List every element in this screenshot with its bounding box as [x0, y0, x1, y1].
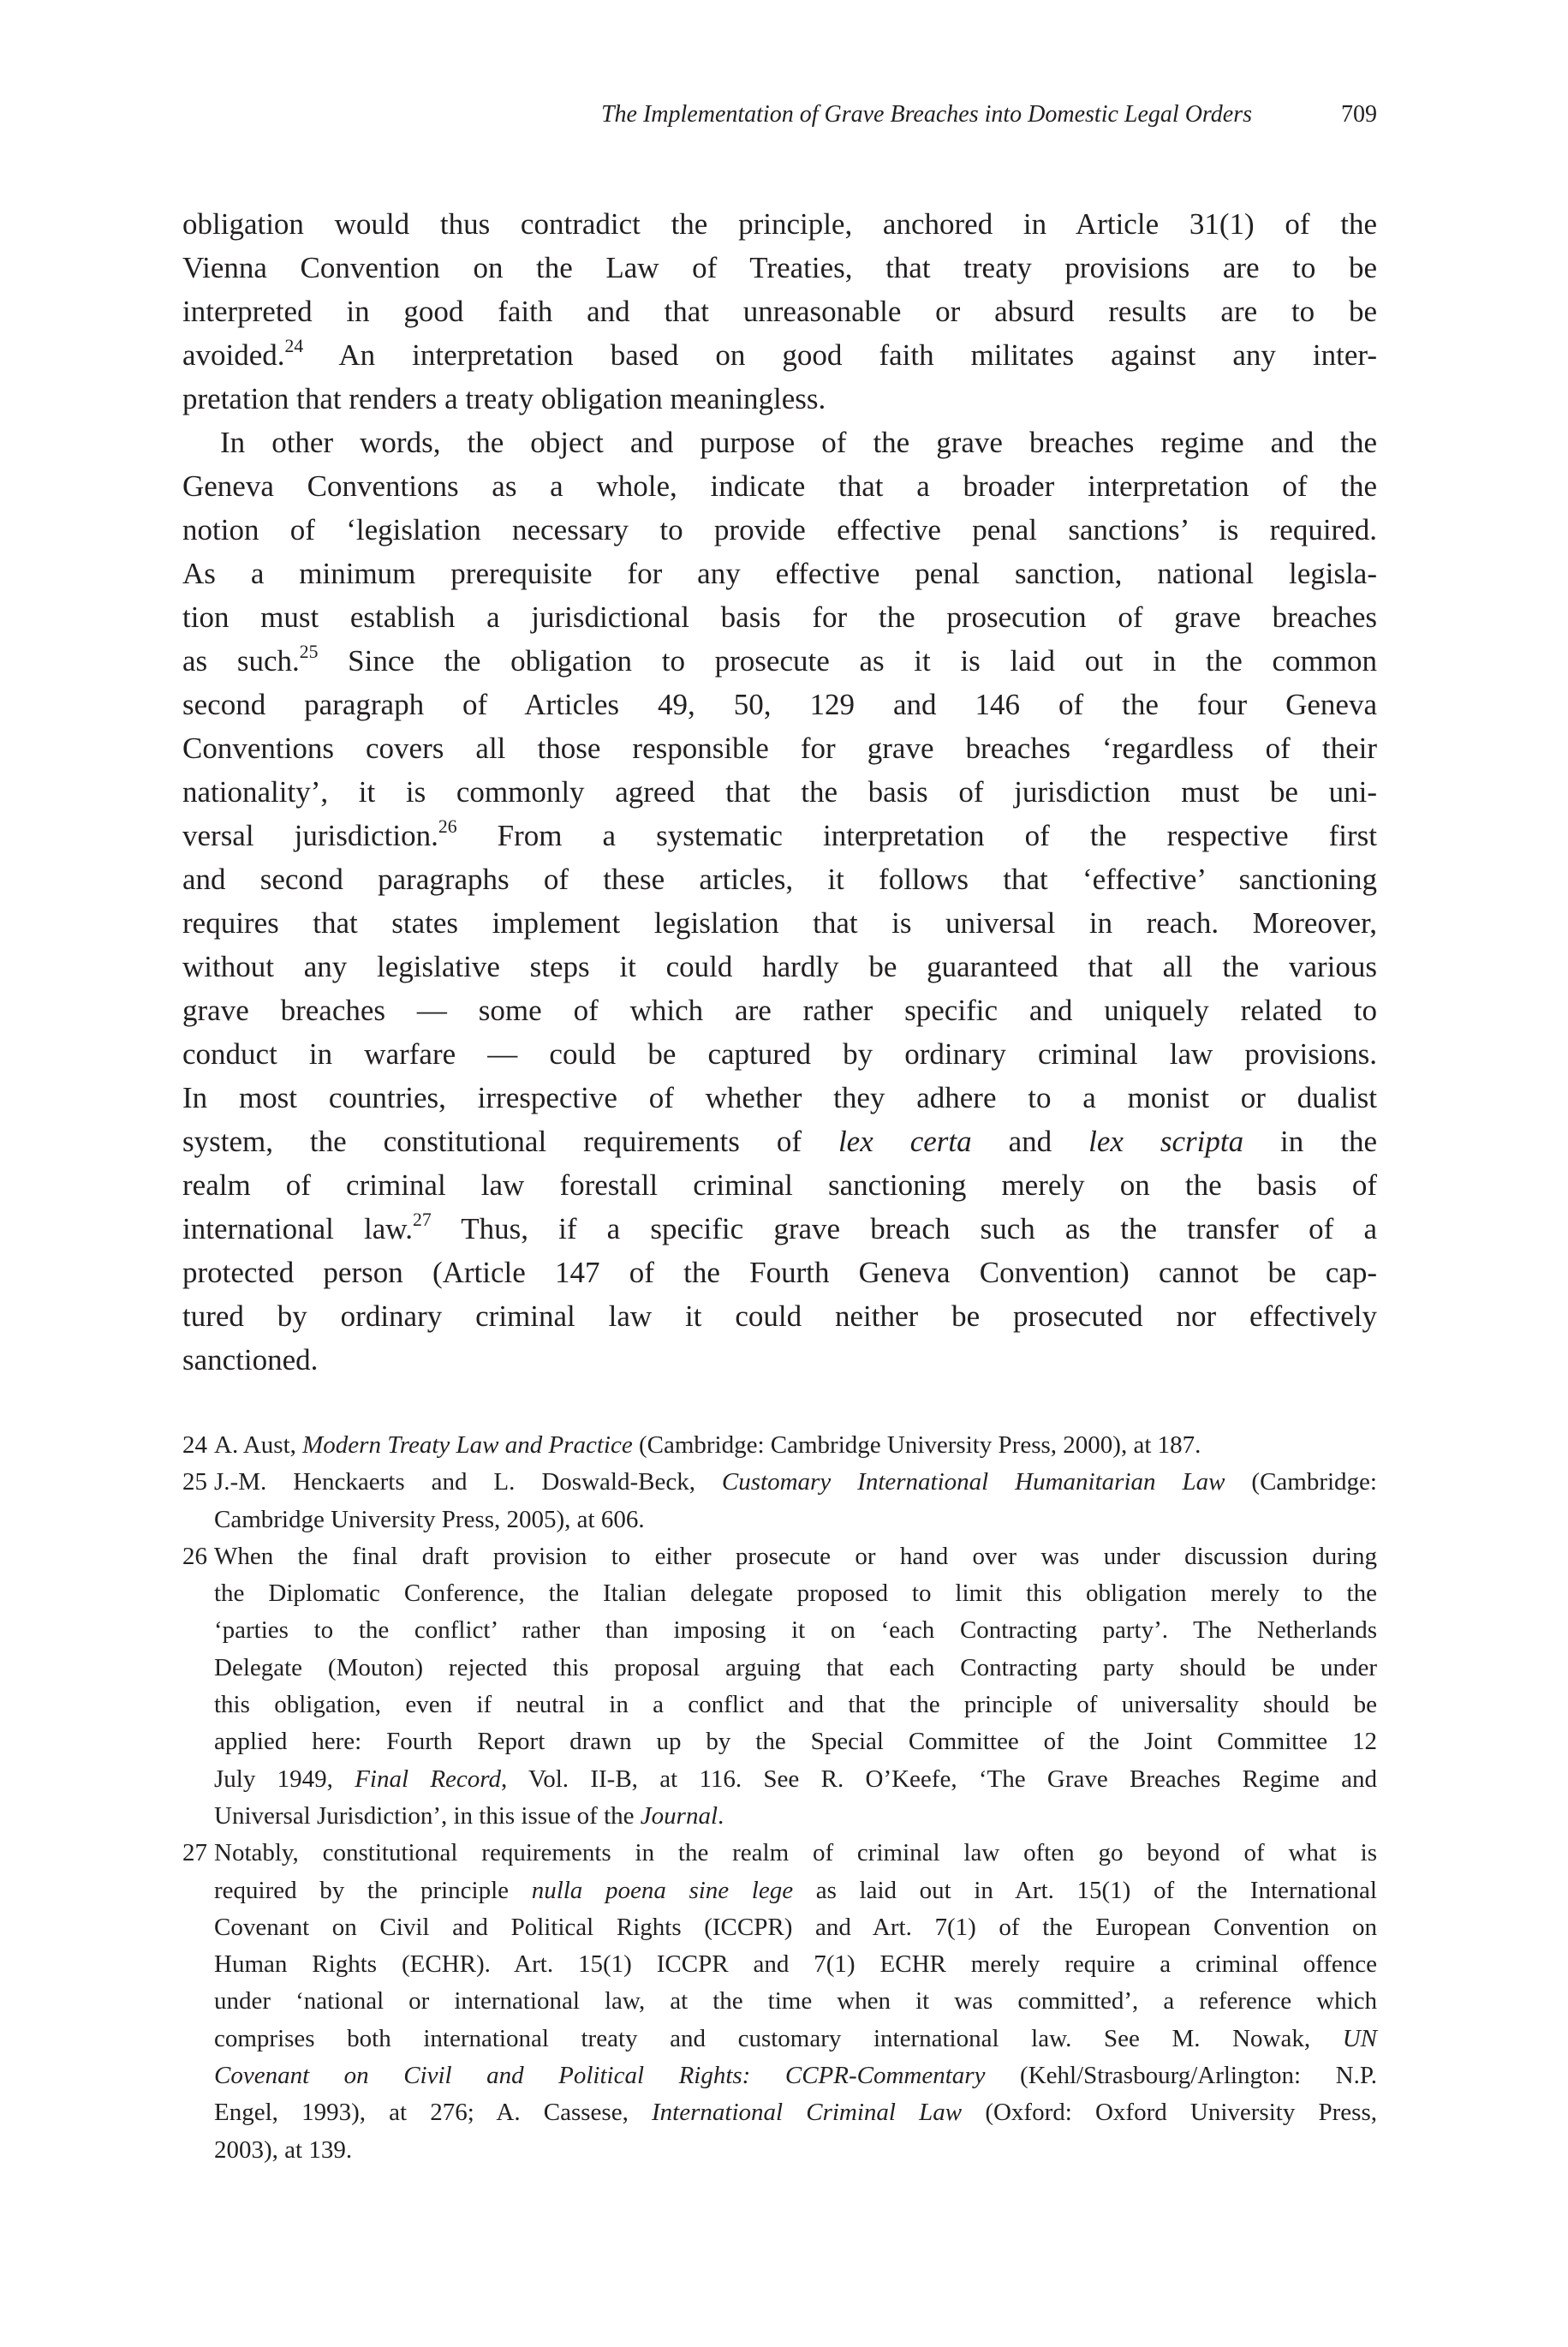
- text-run: without any legislative steps it could hardly be guaranteed that all the various: [182, 950, 1377, 983]
- text-run: As a minimum prerequisite for any effective penal sanction, national legisla-: [182, 557, 1377, 590]
- footnote: [182, 1538, 1377, 1835]
- text-run: When the final draft provision to either prosecute or hand over was under discussion during: [214, 1542, 1377, 1570]
- running-title: The Implementation of Grave Breaches into Domestic Legal Orders: [600, 101, 1252, 128]
- text-line: [182, 552, 1377, 595]
- text-line: [214, 1723, 1377, 1760]
- text-line: [182, 333, 1377, 377]
- text-line: [182, 1032, 1377, 1076]
- text-line: [182, 770, 1377, 814]
- italic-text: Journal: [640, 1801, 718, 1830]
- italic-text: lex certa: [838, 1125, 972, 1158]
- text-line: [182, 857, 1377, 901]
- text-line: [182, 202, 1377, 246]
- text-run: In other words, the object and purpose of the grave breaches regime and the: [220, 426, 1377, 459]
- text-line: [214, 1946, 1377, 1983]
- text-line: [214, 1835, 1377, 1872]
- text-line: [182, 1163, 1377, 1207]
- footnote-reference: 25: [299, 641, 319, 662]
- text-line: [182, 1338, 1377, 1382]
- text-run: (Kehl/Strasbourg/Arlington: N.P.: [985, 2062, 1377, 2090]
- text-run: comprises both international treaty and customary international law. See M. Nowak,: [214, 2024, 1343, 2052]
- paragraph: [182, 202, 1377, 421]
- footnote-reference: 26: [438, 815, 457, 837]
- footnote-number: 26: [182, 1542, 207, 1570]
- text-line: [214, 1612, 1377, 1649]
- text-run: Notably, constitutional requirements in the realm of criminal law often go beyond of what is: [214, 1839, 1377, 1867]
- text-run: grave breaches — some of which are rather specific and uniquely related to: [182, 994, 1377, 1027]
- footnote: [182, 1835, 1377, 2169]
- text-run: , Vol. II-B, at 116. See R. O’Keefe, ‘The Grave Breaches Regime and: [501, 1765, 1378, 1793]
- italic-text: lex scripta: [1088, 1125, 1244, 1158]
- text-line: [182, 683, 1377, 726]
- text-line: [182, 901, 1377, 945]
- text-line: [182, 814, 1377, 857]
- footnote: [182, 1464, 1377, 1538]
- italic-text: Customary International Humanitarian Law: [721, 1468, 1225, 1496]
- text-run: Since the obligation to prosecute as it is laid out in the common: [318, 644, 1377, 678]
- text-run: In most countries, irrespective of whether they adhere to a monist or dualist: [182, 1081, 1377, 1114]
- text-run: Thus, if a specific grave breach such as the transfer of a: [431, 1212, 1377, 1245]
- footnotes: [182, 1427, 1377, 2169]
- text-line: [182, 639, 1377, 683]
- text-run: under ‘national or international law, at the time when it was committed’, a reference which: [214, 1987, 1377, 2016]
- running-header: [182, 101, 1377, 139]
- text-line: [214, 1687, 1377, 1723]
- page-number: 709: [1341, 101, 1377, 128]
- text-run: as laid out in Art. 15(1) of the International: [793, 1876, 1377, 1904]
- text-line: [214, 1464, 1377, 1501]
- text-line: [214, 1427, 1377, 1464]
- text-run: applied here: Fourth Report drawn up by the Special Committee of the Joint Committee 12: [214, 1728, 1377, 1756]
- text-line: [182, 1120, 1377, 1163]
- text-line: [214, 1983, 1377, 2020]
- footnote-text: [214, 1538, 1377, 1835]
- text-run: interpreted in good faith and that unreasonable or absurd results are to be: [182, 295, 1377, 328]
- text-run: Universal Jurisdiction’, in this issue of the: [214, 1801, 641, 1830]
- text-run: Delegate (Mouton) rejected this proposal arguing that each Contracting party should be under: [214, 1653, 1377, 1681]
- text-run: international law.: [182, 1212, 414, 1245]
- footnote: [182, 1427, 1377, 1464]
- text-run: Geneva Conventions as a whole, indicate that a broader interpretation of the: [182, 469, 1377, 503]
- text-run: 2003), at 139.: [214, 2135, 353, 2164]
- text-line: [214, 2132, 1377, 2169]
- footnote-text: [214, 1464, 1377, 1538]
- text-run: An interpretation based on good faith militates against any inter-: [303, 338, 1377, 372]
- text-run: Human Rights (ECHR). Art. 15(1) ICCPR and 7(1) ECHR merely require a criminal offence: [214, 1950, 1377, 1979]
- text-run: as such.: [182, 644, 300, 678]
- text-run: (Oxford: Oxford University Press,: [962, 2099, 1377, 2127]
- text-line: [182, 421, 1377, 464]
- footnote-reference: 24: [284, 335, 304, 356]
- italic-text: Final Record: [355, 1765, 502, 1793]
- italic-text: Covenant on Civil and Political Rights: CCPR-Commentary: [214, 2062, 986, 2090]
- text-line: [182, 464, 1377, 508]
- footnote-reference: 27: [413, 1209, 432, 1230]
- text-run: in the: [1243, 1125, 1377, 1158]
- text-line: [182, 988, 1377, 1032]
- text-run: sanctioned.: [182, 1343, 319, 1377]
- italic-text: nulla poena sine lege: [531, 1876, 794, 1904]
- text-line: [182, 1251, 1377, 1294]
- text-run: A. Aust,: [214, 1431, 303, 1459]
- text-line: [214, 2057, 1377, 2094]
- text-line: [182, 508, 1377, 552]
- text-run: tured by ordinary criminal law it could neither be prosecuted nor effectively: [182, 1299, 1377, 1333]
- text-run: nationality’, it is commonly agreed that the basis of jurisdiction must be uni-: [182, 775, 1377, 809]
- text-line: [214, 1761, 1377, 1798]
- footnote-text: [214, 1427, 1377, 1464]
- text-line: [182, 1207, 1377, 1251]
- text-run: ‘parties to the conflict’ rather than imposing it on ‘each Contracting party’. The Netherlands: [214, 1616, 1377, 1645]
- text-line: [182, 595, 1377, 639]
- text-run: realm of criminal law forestall criminal sanctioning merely on the basis of: [182, 1168, 1377, 1202]
- text-run: July 1949,: [214, 1765, 355, 1793]
- text-line: [214, 1909, 1377, 1946]
- text-run: system, the constitutional requirements of: [182, 1125, 838, 1158]
- text-run: and second paragraphs of these articles, it follows that ‘effective’ sanctioning: [182, 863, 1377, 896]
- text-line: [214, 2094, 1377, 2131]
- text-run: (Cambridge: Cambridge University Press, 2000), at 187.: [632, 1431, 1201, 1459]
- text-run: pretation that renders a treaty obligation meaningless.: [182, 382, 826, 415]
- text-run: versal jurisdiction.: [182, 819, 438, 852]
- footnote-number: 25: [182, 1468, 207, 1496]
- text-run: obligation would thus contradict the principle, anchored in Article 31(1) of the: [182, 207, 1377, 241]
- text-run: notion of ‘legislation necessary to provide effective penal sanctions’ is required.: [182, 513, 1377, 546]
- footnote-text: [214, 1835, 1377, 2169]
- italic-text: Modern Treaty Law and Practice: [302, 1431, 633, 1459]
- text-run: Covenant on Civil and Political Rights (ICCPR) and Art. 7(1) of the European Convention on: [214, 1913, 1377, 1941]
- text-run: Conventions covers all those responsible for grave breaches ‘regardless of their: [182, 732, 1377, 765]
- text-line: [214, 1538, 1377, 1575]
- text-run: requires that states implement legislation that is universal in reach. Moreover,: [182, 906, 1377, 940]
- text-run: J.-M. Henckaerts and L. Doswald-Beck,: [214, 1468, 722, 1496]
- text-line: [182, 1076, 1377, 1120]
- text-run: and: [971, 1125, 1089, 1158]
- text-line: [182, 726, 1377, 770]
- text-run: avoided.: [182, 338, 285, 372]
- text-line: [214, 1650, 1377, 1687]
- paragraph: [182, 421, 1377, 1382]
- text-run: the Diplomatic Conference, the Italian delegate proposed to limit this obligation merely to the: [214, 1580, 1377, 1608]
- text-run: second paragraph of Articles 49, 50, 129 and 146 of the four Geneva: [182, 688, 1377, 721]
- text-line: [214, 2021, 1377, 2057]
- text-run: conduct in warfare — could be captured by ordinary criminal law provisions.: [182, 1037, 1377, 1071]
- text-line: [214, 1502, 1377, 1538]
- text-line: [182, 945, 1377, 988]
- text-run: tion must establish a jurisdictional basis for the prosecution of grave breaches: [182, 600, 1377, 634]
- text-line: [182, 1294, 1377, 1338]
- text-run: Vienna Convention on the Law of Treaties, that treaty provisions are to be: [182, 251, 1377, 284]
- body-text: [182, 202, 1377, 1382]
- italic-text: International Criminal Law: [652, 2099, 963, 2127]
- text-run: (Cambridge:: [1225, 1468, 1377, 1496]
- text-run: protected person (Article 147 of the Fourth Geneva Convention) cannot be cap-: [182, 1256, 1377, 1289]
- footnote-number: 24: [182, 1431, 207, 1459]
- text-run: Engel, 1993), at 276; A. Cassese,: [214, 2099, 653, 2127]
- footnote-number: 27: [182, 1839, 207, 1867]
- text-run: .: [718, 1801, 724, 1830]
- text-run: this obligation, even if neutral in a conflict and that the principle of universality should be: [214, 1691, 1377, 1719]
- text-line: [182, 246, 1377, 290]
- text-run: required by the principle: [214, 1876, 532, 1904]
- text-run: Cambridge University Press, 2005), at 606.: [214, 1505, 645, 1533]
- text-line: [182, 290, 1377, 333]
- text-line: [214, 1798, 1377, 1835]
- text-line: [214, 1872, 1377, 1909]
- text-line: [182, 377, 1377, 421]
- text-run: From a systematic interpretation of the respective first: [456, 819, 1377, 852]
- text-line: [214, 1575, 1377, 1612]
- italic-text: UN: [1342, 2024, 1377, 2052]
